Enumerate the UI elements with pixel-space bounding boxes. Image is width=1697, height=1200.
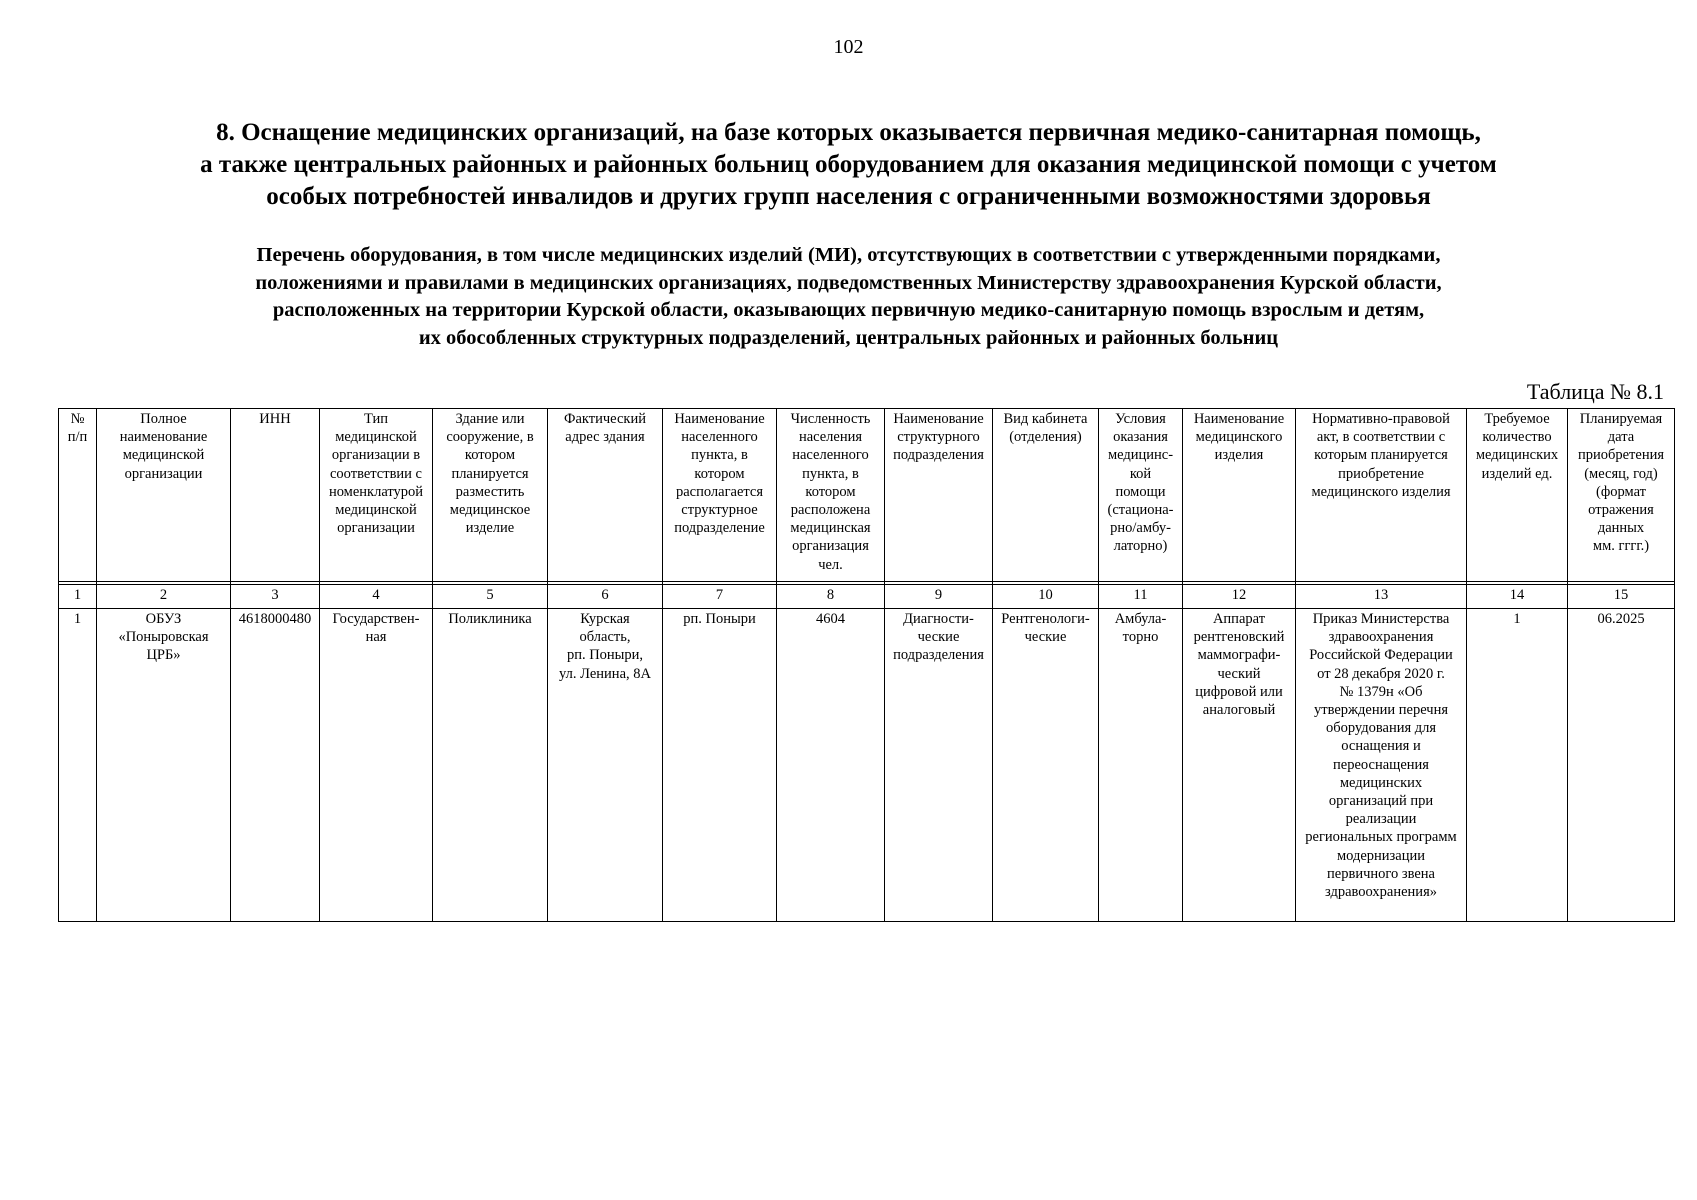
- column-number: 5: [433, 585, 548, 609]
- cell-text-line: ческие: [1024, 629, 1067, 646]
- cell-text-line: изделия: [1214, 447, 1264, 464]
- cell-text-line: Полное: [140, 411, 187, 427]
- cell-text-line: (месяц, год): [1584, 465, 1658, 482]
- cell-text-line: 4618000480: [238, 611, 312, 627]
- subheading-line: Перечень оборудования, в том числе медицинских изделий (МИ), отсутствующих в соответствии с утвержденными порядками,: [256, 244, 1441, 266]
- cell-text-line: Рентгенологи-: [1001, 611, 1090, 627]
- cell-text-line: латорно): [1113, 538, 1168, 555]
- cell-text-line: рп. Поныри: [683, 611, 756, 627]
- cell-text-line: наименование: [119, 429, 208, 446]
- cell-text-line: чел.: [818, 556, 843, 573]
- cell-text-line: здравоохранения: [1328, 629, 1434, 646]
- section-heading: [60, 117, 1637, 213]
- cell-text-line: которым планируется: [1314, 447, 1448, 464]
- cell-text-line: от 28 декабря 2020 г.: [1317, 665, 1445, 682]
- cell-text-line: п/п: [67, 429, 88, 446]
- cell-text-line: медицинских: [1339, 774, 1423, 791]
- table-cell: [1296, 609, 1467, 922]
- cell-text-line: Тип: [363, 411, 388, 427]
- table-cell: [231, 609, 320, 922]
- column-header: [548, 409, 663, 582]
- cell-text-line: Государствен-: [332, 611, 420, 627]
- cell-text-line: Условия: [1115, 411, 1166, 427]
- column-header: [433, 409, 548, 582]
- cell-text-line: модернизации: [1336, 847, 1426, 864]
- column-number: 4: [320, 585, 433, 609]
- cell-text-line: структурное: [681, 502, 758, 519]
- cell-text-line: подразделения: [893, 447, 984, 464]
- cell-text-line: медицинской: [335, 502, 417, 519]
- cell-text-line: помощи: [1115, 483, 1166, 500]
- heading-line: особых потребностей инвалидов и других групп населения с ограниченными возможностями здоровья: [266, 183, 1431, 210]
- cell-text-line: Требуемое: [1484, 411, 1550, 427]
- table-cell: [1183, 609, 1296, 922]
- column-header: [97, 409, 231, 582]
- cell-text-line: изделие: [465, 520, 515, 537]
- table-row: [59, 609, 1675, 922]
- column-number: 12: [1183, 585, 1296, 609]
- cell-text-line: региональных программ: [1305, 829, 1457, 846]
- cell-text-line: Амбула-: [1114, 611, 1167, 627]
- cell-text-line: котором: [805, 483, 856, 500]
- cell-text-line: Фактический: [564, 411, 646, 427]
- cell-text-line: медицинс-: [1107, 447, 1174, 464]
- cell-text-line: организации: [337, 520, 415, 537]
- cell-text-line: пункта, в: [802, 465, 859, 482]
- table-cell: [1568, 609, 1675, 922]
- cell-text-line: «Поныровская: [118, 629, 209, 646]
- column-number: 8: [777, 585, 885, 609]
- cell-text-line: организации: [124, 465, 203, 482]
- column-number: 13: [1296, 585, 1467, 609]
- heading-line: 8. Оснащение медицинских организаций, на базе которых оказывается первичная медико-санитарная помощь,: [216, 119, 1481, 146]
- cell-text-line: (формат: [1596, 483, 1646, 500]
- cell-text-line: сооружение, в: [446, 429, 534, 446]
- table-cell: [548, 609, 663, 922]
- cell-text-line: Диагности-: [903, 611, 974, 627]
- cell-text-line: рп. Поныри,: [566, 647, 644, 664]
- subheading-line: расположенных на территории Курской области, оказывающих первичную медико-санитарную помощь взрослым и детям,: [272, 299, 1425, 321]
- cell-text-line: № 1379н «Об: [1339, 683, 1423, 700]
- column-number: 11: [1099, 585, 1183, 609]
- column-number: 10: [993, 585, 1099, 609]
- cell-text-line: котором: [464, 447, 516, 464]
- cell-text-line: Аппарат: [1212, 611, 1266, 627]
- cell-text-line: ная: [365, 629, 387, 646]
- table-cell: [1099, 609, 1183, 922]
- column-number: 3: [231, 585, 320, 609]
- cell-text-line: организация: [792, 538, 869, 555]
- table-cell: [59, 609, 97, 922]
- cell-text-line: здравоохранения»: [1325, 884, 1437, 901]
- cell-text-line: медицинское: [449, 502, 531, 519]
- cell-text-line: Планируемая: [1579, 411, 1663, 427]
- cell-text-line: Поликлиника: [448, 611, 532, 627]
- cell-text-line: населенного: [792, 447, 869, 464]
- cell-text-line: медицинской: [335, 429, 417, 446]
- table-cell: [885, 609, 993, 922]
- cell-text-line: утверждении перечня: [1313, 702, 1448, 719]
- cell-text-line: населенного: [681, 429, 758, 446]
- cell-text-line: 1: [73, 611, 82, 627]
- table-cell: [993, 609, 1099, 922]
- column-header: [320, 409, 433, 582]
- table-cell: [663, 609, 777, 922]
- cell-text-line: подразделения: [893, 647, 984, 664]
- cell-text-line: (стациона-: [1107, 502, 1174, 519]
- cell-text-line: организации в: [331, 447, 421, 464]
- column-header: [1099, 409, 1183, 582]
- page-number: 102: [833, 36, 864, 58]
- cell-text-line: Вид кабинета: [1003, 411, 1088, 427]
- cell-text-line: медицинская: [790, 520, 871, 537]
- cell-text-line: Здание или: [455, 411, 525, 427]
- cell-text-line: Курская: [580, 611, 630, 627]
- cell-text-line: Наименование: [674, 411, 765, 427]
- table-cell: [1467, 609, 1568, 922]
- cell-text-line: оснащения и: [1341, 738, 1421, 755]
- cell-text-line: кой: [1129, 465, 1152, 482]
- cell-text-line: мм. гггг.): [1592, 538, 1650, 555]
- cell-text-line: организаций при: [1328, 793, 1434, 810]
- column-header: [663, 409, 777, 582]
- table-cell: [320, 609, 433, 922]
- column-number: 14: [1467, 585, 1568, 609]
- cell-text-line: приобретения: [1577, 447, 1665, 464]
- column-number-row: [59, 585, 1675, 609]
- cell-text-line: торно: [1122, 629, 1159, 646]
- cell-text-line: Российской Федерации: [1309, 647, 1453, 664]
- cell-text-line: отражения: [1588, 502, 1654, 519]
- cell-text-line: аналоговый: [1202, 702, 1276, 719]
- column-header: [1467, 409, 1568, 582]
- cell-text-line: номенклатурой: [328, 483, 424, 500]
- subheading-line: их обособленных структурных подразделений, центральных районных и районных больниц: [418, 326, 1279, 349]
- column-number: 7: [663, 585, 777, 609]
- table-cell: [433, 609, 548, 922]
- cell-text-line: разместить: [455, 483, 525, 500]
- cell-text-line: рно/амбу-: [1110, 520, 1171, 537]
- cell-text-line: подразделение: [674, 520, 765, 537]
- cell-text-line: переоснащения: [1333, 756, 1429, 773]
- cell-text-line: медицинского изделия: [1311, 483, 1451, 500]
- cell-text-line: 4604: [816, 611, 845, 627]
- cell-text-line: ческий: [1217, 665, 1261, 682]
- cell-text-line: медицинских: [1475, 447, 1559, 464]
- cell-text-line: адрес здания: [565, 429, 645, 446]
- cell-text-line: структурного: [897, 429, 980, 446]
- column-header: [1296, 409, 1467, 582]
- column-number: 2: [97, 585, 231, 609]
- cell-text-line: данных: [1597, 520, 1645, 537]
- list-subheading: [60, 242, 1637, 352]
- cell-text-line: Наименование: [1193, 411, 1285, 427]
- column-number: 6: [548, 585, 663, 609]
- cell-text-line: населения: [798, 429, 863, 446]
- cell-text-line: оказания: [1113, 429, 1168, 446]
- column-number: 1: [59, 585, 97, 609]
- table-header-row: [59, 409, 1675, 582]
- cell-text-line: область,: [579, 629, 631, 646]
- cell-text-line: медицинского: [1195, 429, 1283, 446]
- column-header: [885, 409, 993, 582]
- table-cell: [97, 609, 231, 922]
- cell-text-line: ческие: [917, 629, 960, 646]
- table-caption: Таблица № 8.1: [1526, 379, 1664, 404]
- column-number: 15: [1568, 585, 1675, 609]
- column-header: [231, 409, 320, 582]
- cell-text-line: расположена: [790, 502, 871, 519]
- column-header: [777, 409, 885, 582]
- column-header: [993, 409, 1099, 582]
- cell-text-line: ул. Ленина, 8А: [559, 665, 651, 682]
- cell-text-line: первичного звена: [1327, 865, 1435, 882]
- cell-text-line: котором: [694, 465, 745, 482]
- cell-text-line: планируется: [451, 465, 529, 482]
- column-header: [1568, 409, 1675, 582]
- column-number: 9: [885, 585, 993, 609]
- cell-text-line: медицинской: [122, 447, 205, 464]
- cell-text-line: Нормативно-правовой: [1312, 411, 1450, 427]
- cell-text-line: реализации: [1345, 811, 1417, 828]
- cell-text-line: рентгеновский: [1193, 629, 1285, 646]
- cell-text-line: Численность: [790, 411, 871, 427]
- cell-text-line: 1: [1513, 611, 1521, 627]
- cell-text-line: оборудования для: [1325, 720, 1437, 737]
- cell-text-line: маммографи-: [1197, 647, 1281, 664]
- column-header: [59, 409, 97, 582]
- subheading-line: положениями и правилами в медицинских организациях, подведомственных Министерству здравоохранения Курской области,: [255, 271, 1442, 294]
- cell-text-line: количество: [1482, 429, 1552, 446]
- cell-text-line: ЦРБ»: [146, 647, 181, 664]
- cell-text-line: ОБУЗ: [145, 611, 182, 627]
- cell-text-line: ИНН: [259, 411, 291, 427]
- cell-text-line: пункта, в: [691, 447, 748, 464]
- cell-text-line: №: [70, 411, 85, 427]
- cell-text-line: располагается: [675, 483, 764, 500]
- cell-text-line: 06.2025: [1597, 611, 1645, 627]
- cell-text-line: Наименование: [893, 411, 984, 427]
- cell-text-line: (отделения): [1009, 429, 1082, 446]
- column-header: [1183, 409, 1296, 582]
- cell-text-line: Приказ Министерства: [1312, 611, 1450, 627]
- cell-text-line: изделий ед.: [1481, 465, 1553, 482]
- cell-text-line: приобретение: [1338, 465, 1424, 482]
- cell-text-line: акт, в соответствии с: [1316, 429, 1446, 446]
- cell-text-line: цифровой или: [1195, 683, 1283, 700]
- heading-line: а также центральных районных и районных больниц оборудованием для оказания медицинской помощи с учетом: [200, 151, 1497, 178]
- table-cell: [777, 609, 885, 922]
- cell-text-line: соответствии с: [330, 465, 422, 482]
- cell-text-line: дата: [1607, 429, 1635, 446]
- equipment-table: [58, 408, 1675, 922]
